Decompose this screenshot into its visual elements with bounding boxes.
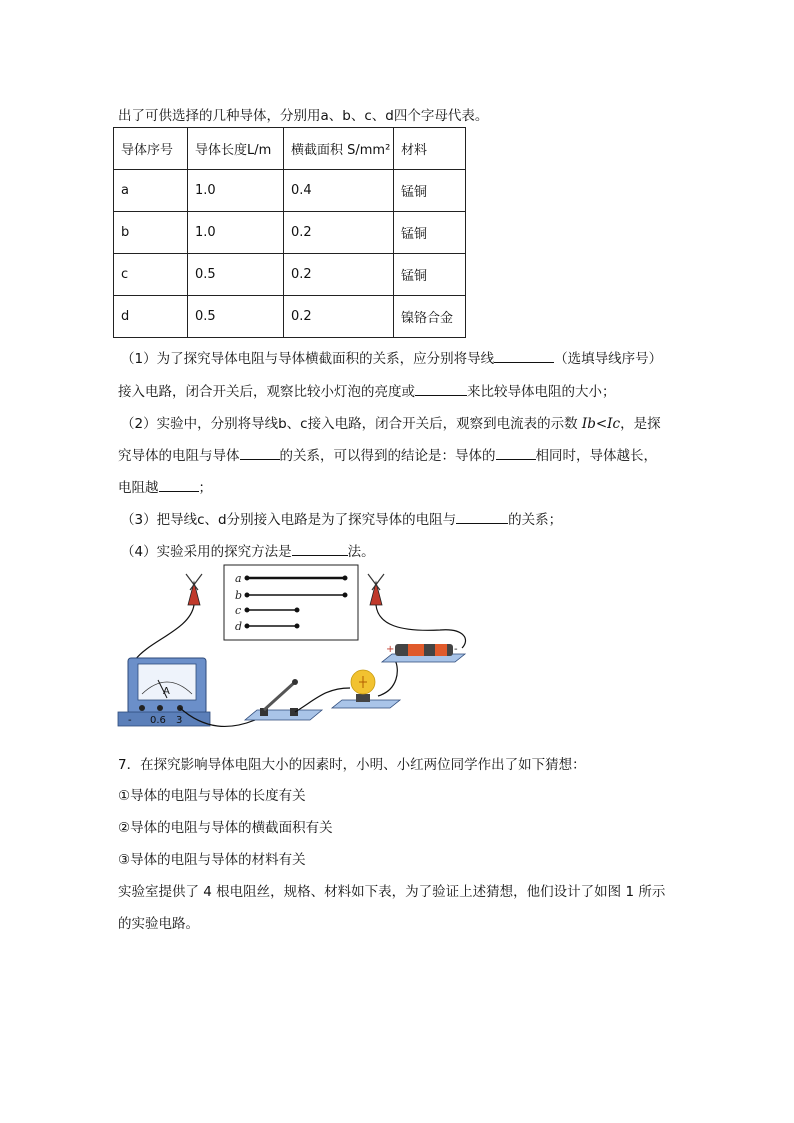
wire-label-b: b xyxy=(235,589,243,602)
right-clip-icon xyxy=(368,574,384,605)
question-text: ； xyxy=(198,480,212,496)
table-cell: 0.2 xyxy=(284,254,394,296)
table-cell: b xyxy=(114,212,188,254)
left-clip-icon xyxy=(186,574,202,605)
switch-icon xyxy=(245,679,322,720)
question-text: 来比较导体电阻的大小； xyxy=(467,384,616,400)
question-7-desc-2: 的实验电路。 xyxy=(118,916,199,932)
question-text: （2）实验中，分别将导线b、c接入电路，闭合开关后，观察到电流表的示数 xyxy=(121,416,578,432)
question-3 xyxy=(121,508,562,528)
meter-letter: A xyxy=(163,686,170,697)
table-cell: d xyxy=(114,296,188,338)
table-cell: c xyxy=(114,254,188,296)
terminal-06: 0.6 xyxy=(150,715,166,726)
question-text: （4）实验采用的探究方法是 xyxy=(121,544,292,560)
question-4 xyxy=(121,540,375,560)
answer-blank[interactable] xyxy=(240,447,280,460)
question-text: 的关系，可以得到的结论是：导体的 xyxy=(279,448,496,464)
question-2-line-2 xyxy=(118,444,657,464)
wire-label-c: c xyxy=(235,604,242,617)
terminal-3: 3 xyxy=(176,715,183,726)
question-2-line-3 xyxy=(118,476,212,496)
question-text: 相同时，导体越长， xyxy=(535,448,657,464)
current-condition: Ib<Ic xyxy=(581,416,621,432)
wire-board xyxy=(224,565,358,640)
table-header-row xyxy=(114,128,466,170)
battery-plus: + xyxy=(386,644,395,655)
guess-1: ①导体的电阻与导体的长度有关 xyxy=(118,788,306,804)
answer-blank[interactable] xyxy=(456,511,508,524)
wire-label-a: a xyxy=(235,572,242,585)
battery-minus: - xyxy=(454,644,458,655)
conductor-table xyxy=(113,127,466,338)
intro-text: 出了可供选择的几种导体，分别用a、b、c、d四个字母代表。 xyxy=(118,108,489,124)
question-text: （选填导线序号） xyxy=(554,351,663,367)
wire-bulb-battery xyxy=(378,660,397,696)
question-text: （3）把导线c、d分别接入电路是为了探究导体的电阻与 xyxy=(121,512,457,528)
header-cell: 导体长度L/m xyxy=(188,128,284,170)
table-cell: 0.5 xyxy=(188,296,284,338)
question-1-line-1 xyxy=(121,347,662,367)
question-text: 接入电路，闭合开关后，观察比较小灯泡的亮度或 xyxy=(118,384,415,400)
ammeter-icon xyxy=(118,658,210,726)
table-row xyxy=(114,212,466,254)
question-text: 的关系； xyxy=(508,512,563,528)
table-cell: 0.2 xyxy=(284,212,394,254)
question-text: 法。 xyxy=(347,544,375,560)
question-7-desc-1: 实验室提供了 4 根电阻丝，规格、材料如下表，为了验证上述猜想，他们设计了如图 1 所示 xyxy=(118,884,666,900)
table-cell: 锰铜 xyxy=(394,170,466,212)
circuit-diagram xyxy=(110,560,480,735)
question-text: 电阻越 xyxy=(118,480,159,496)
table-cell: 1.0 xyxy=(188,170,284,212)
question-7-title: 7．在探究影响导体电阻大小的因素时，小明、小红两位同学作出了如下猜想： xyxy=(118,757,586,773)
table-cell: 锰铜 xyxy=(394,254,466,296)
table-cell: 0.5 xyxy=(188,254,284,296)
table-cell: 0.2 xyxy=(284,296,394,338)
table-cell: 锰铜 xyxy=(394,212,466,254)
question-1-line-2 xyxy=(118,380,616,400)
header-cell: 导体序号 xyxy=(114,128,188,170)
terminal-minus: - xyxy=(128,715,132,726)
header-cell: 横截面积 S/mm² xyxy=(284,128,394,170)
answer-blank[interactable] xyxy=(292,543,348,556)
answer-blank[interactable] xyxy=(496,447,536,460)
header-cell: 材料 xyxy=(394,128,466,170)
table-cell: 1.0 xyxy=(188,212,284,254)
question-text: ，是探 xyxy=(620,416,661,432)
battery-icon xyxy=(382,644,465,662)
table-row xyxy=(114,170,466,212)
answer-blank[interactable] xyxy=(415,383,467,396)
table-cell: a xyxy=(114,170,188,212)
answer-blank[interactable] xyxy=(494,350,554,363)
answer-blank[interactable] xyxy=(159,479,199,492)
question-2-line-1 xyxy=(121,412,661,432)
table-row xyxy=(114,254,466,296)
table-row xyxy=(114,296,466,338)
wire-label-d: d xyxy=(235,620,243,633)
question-text: 究导体的电阻与导体 xyxy=(118,448,240,464)
table-cell: 0.4 xyxy=(284,170,394,212)
table-cell: 镍铬合金 xyxy=(394,296,466,338)
guess-3: ③导体的电阻与导体的材料有关 xyxy=(118,852,306,868)
wire-right xyxy=(376,605,466,648)
guess-2: ②导体的电阻与导体的横截面积有关 xyxy=(118,820,333,836)
question-text: （1）为了探究导体电阻与导体横截面积的关系，应分别将导线 xyxy=(121,351,495,367)
